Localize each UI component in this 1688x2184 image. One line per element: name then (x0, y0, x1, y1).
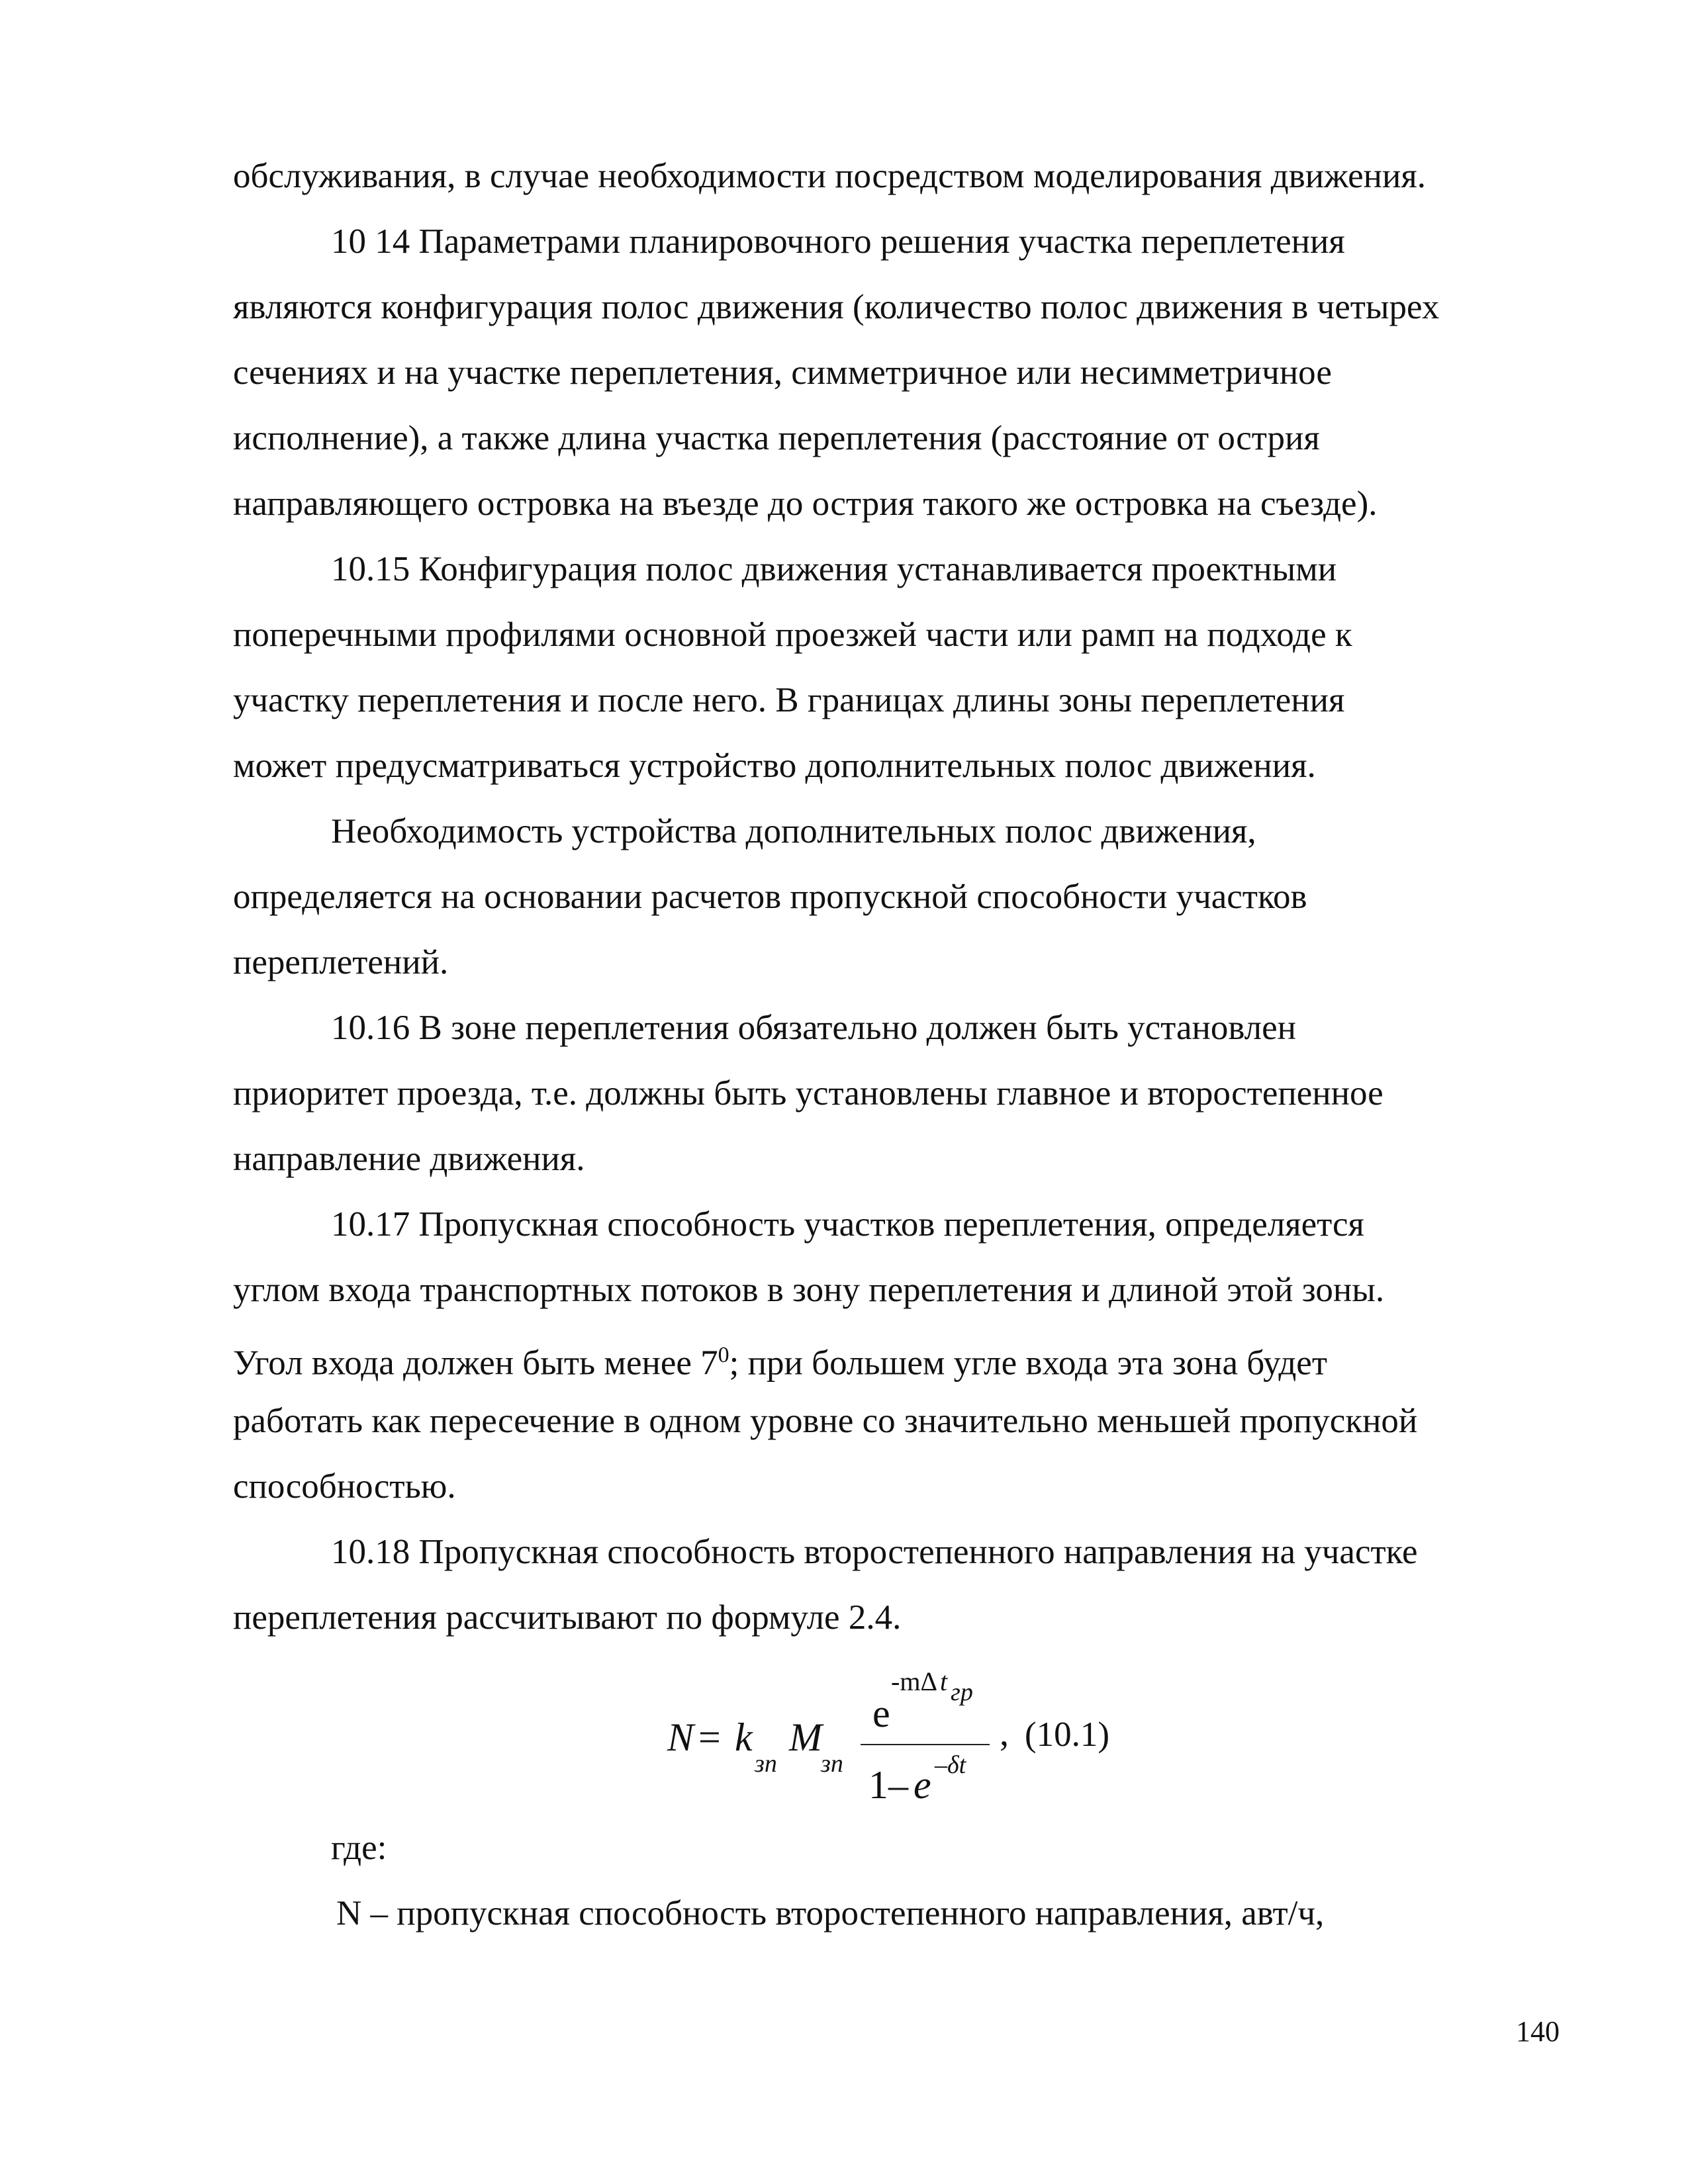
text-line: обслуживания, в случае необходимости посредством моделирования движения. (233, 157, 1426, 195)
fraction-bar (861, 1744, 990, 1745)
text-line: переплетения рассчитывают по формуле 2.4. (233, 1598, 902, 1637)
text-line: 10.17 Пропускная способность участков переплетения, определяется (331, 1205, 1364, 1244)
formula-lhs: N (667, 1715, 694, 1759)
formula-k-subscript: зп (755, 1750, 777, 1778)
formula-10-1 (662, 1651, 1139, 1823)
text-line: 10 14 Параметрами планировочного решения участка переплетения (331, 222, 1345, 261)
degree-superscript: 0 (718, 1343, 729, 1367)
angle-text-line (233, 1336, 1327, 1383)
where-label: где: (331, 1829, 387, 1867)
formula-numerator-exponent-t: t (940, 1666, 948, 1696)
page-number: 140 (1516, 2015, 1560, 2048)
formula-numerator-exponent: -mΔ (891, 1666, 938, 1696)
angle-text-before: Угол входа должен быть менее 7 (233, 1343, 718, 1383)
text-line: Необходимость устройства дополнительных полос движения, (331, 812, 1256, 850)
text-line: участку переплетения и после него. В границах длины зоны переплетения (233, 681, 1345, 719)
formula-numerator-exponent-subscript: гр (951, 1678, 973, 1706)
text-line: способностью. (233, 1467, 456, 1506)
text-line: может предусматриваться устройство дополнительных полос движения. (233, 747, 1316, 785)
text-line: определяется на основании расчетов пропускной способности участков (233, 878, 1307, 916)
text-line: 10.16 В зоне переплетения обязательно должен быть установлен (331, 1009, 1296, 1047)
formula-denominator-e: e (914, 1763, 931, 1807)
text-line: поперечными профилями основной проезжей части или рамп на подходе к (233, 615, 1352, 654)
text-line: углом входа транспортных потоков в зону переплетения и длиной этой зоны. (233, 1271, 1385, 1309)
text-line: 10.15 Конфигурация полос движения устанавливается проектными (331, 550, 1337, 588)
text-line: сечениях и на участке переплетения, симметричное или несимметричное (233, 353, 1332, 392)
formula-number: (10.1) (1025, 1715, 1110, 1754)
formula-m-subscript: зп (821, 1750, 843, 1778)
text-line: исполнение), а также длина участка переплетения (расстояние от острия (233, 419, 1320, 457)
formula-m: M (789, 1715, 822, 1759)
formula-equals: = (698, 1715, 721, 1759)
text-line: работать как пересечение в одном уровне со значительно меньшей пропускной (233, 1402, 1418, 1440)
definition-n: N – пропускная способность второстепенного направления, авт/ч, (336, 1894, 1325, 1933)
text-line: направляющего островка на въезде до острия такого же островка на съезде). (233, 484, 1378, 523)
text-line: являются конфигурация полос движения (количество полос движения в четырех (233, 288, 1440, 326)
formula-k: k (735, 1715, 753, 1759)
formula-denominator-one: 1 (868, 1763, 888, 1807)
angle-text-after: ; при большем угле входа эта зона будет (729, 1343, 1327, 1383)
text-line: направление движения. (233, 1140, 585, 1178)
text-line: 10.18 Пропускная способность второстепенного направления на участке (331, 1533, 1418, 1571)
formula-comma: , (1000, 1713, 1009, 1754)
formula-numerator-e: e (872, 1692, 890, 1735)
text-line: переплетений. (233, 943, 449, 981)
text-line: приоритет проезда, т.е. должны быть установлены главное и второстепенное (233, 1074, 1383, 1113)
formula-denominator-minus: – (888, 1763, 908, 1807)
formula-denominator-exponent: –δt (935, 1751, 966, 1779)
